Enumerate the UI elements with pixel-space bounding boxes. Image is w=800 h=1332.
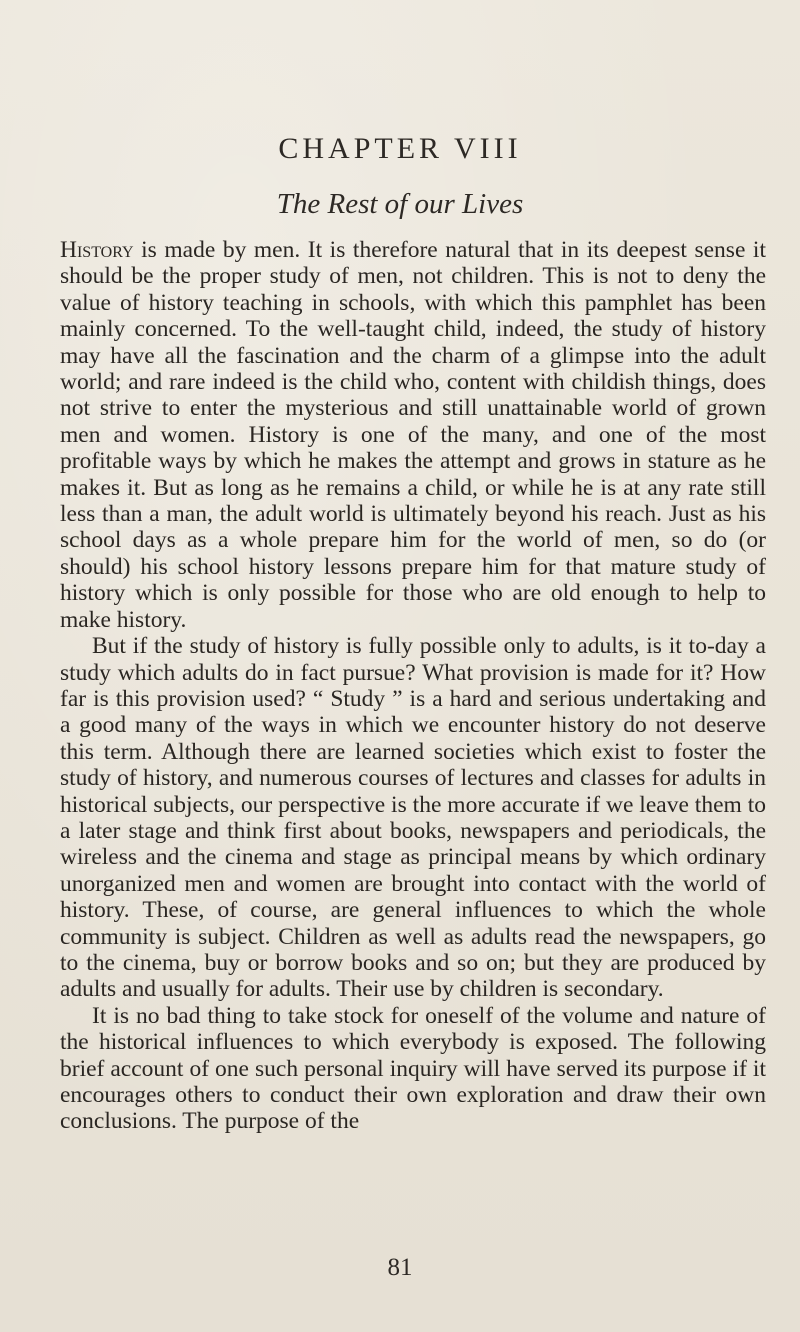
paragraph-3: It is no bad thing to take stock for oneself of the volume and nature of the historical influences to which everybody is exposed. The following brief account of one such personal inquiry will have served its purpose if it encourages others to conduct their own exploration and draw their own conclusions. The purpose of the [60, 1002, 766, 1135]
paragraph-lead-word: History [60, 237, 134, 263]
paragraph-1 [60, 237, 766, 633]
chapter-title: The Rest of our Lives [276, 188, 524, 220]
paragraph-1-text: is made by men. It is therefore natural that in its deepest sense it should be the proper study of men, not children. This is not to deny the value of history teaching in schools, with which this pamphlet has been mainly concerned. To the well-taught child, indeed, the study of history may have all the fascination and the charm of a glimpse into the adult world; and rare indeed is the child who, content with childish things, does not strive to enter the mysterious and still unattainable world of grown men and women. History is one of the many, and one of the most profitable ways by which he makes the attempt and grows in stature as he makes it. But as long as he remains a child, or while he is at any rate still less than a man, the adult world is ultimately beyond his reach. Just as his school days as a whole prepare him for the world of men, so do (or should) his school history lessons prepare him for that mature study of history which is only possible for those who are old enough to help to make history. [60, 237, 766, 633]
paragraph-2: But if the study of history is fully possible only to adults, is it to-day a study which adults do in fact pursue? What provision is made for it? How far is this provision used? “ Study ” is a hard and serious undertaking and a good many of the ways in which we encounter history do not deserve this term. Although there are learned societies which exist to foster the study of history, and numerous courses of lectures and classes for adults in historical subjects, our perspective is the more accurate if we leave them to a later stage and think first about books, newspapers and periodicals, the wireless and the cinema and stage as principal means by which ordinary unorganized men and women are brought into contact with the world of history. These, of course, are general influences to which the whole community is subject. Children as well as adults read the newspapers, go to the cinema, buy or borrow books and so on; but they are produced by adults and usually for adults. Their use by children is secondary. [60, 633, 766, 1003]
page-number: 81 [387, 1254, 413, 1281]
chapter-heading: CHAPTER VIII [278, 132, 522, 165]
body-text [60, 237, 766, 1135]
